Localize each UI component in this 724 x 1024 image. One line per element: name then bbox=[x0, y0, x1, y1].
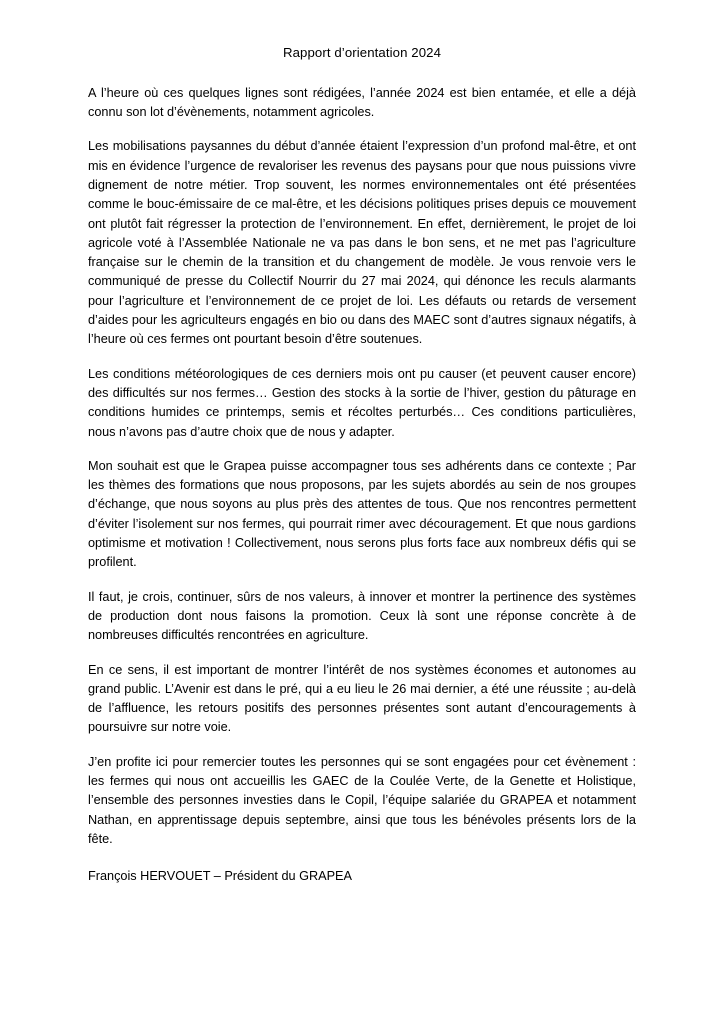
paragraph-4: Mon souhait est que le Grapea puisse accompagner tous ses adhérents dans ce contexte ; Par les thèmes des formations que nous proposons, par les sujets abordés au sein de nos groupes d’échange, que nous soyons au plus près des attentes de tous. Que nos rencontres permettent d’éviter l’isolement sur nos fermes, qui pourrait rimer avec découragement. Et que nous gardions optimisme et motivation ! Collectivement, nous serons plus forts face aux nombreux défis qui se profilent. bbox=[88, 458, 636, 570]
paragraph-7: J’en profite ici pour remercier toutes les personnes qui se sont engagées pour cet évènement : les fermes qui nous ont accueillis les GAEC de la Coulée Verte, de la Genette et Holistique, l’ensemble des personnes investies dans le Copil, l’équipe salariée du GRAPEA et notamment Nathan, en apprentissage depuis septembre, ainsi que tous les bénévoles présents lors de la fête. bbox=[88, 754, 636, 846]
signature-line: François HERVOUET – Président du GRAPEA bbox=[88, 869, 352, 884]
paragraph-2: Les mobilisations paysannes du début d’année étaient l’expression d’un profond mal-être, et ont mis en évidence l’urgence de revaloriser les revenus des paysans pour que nous puissions vivre dignement de notre métier. Trop souvent, les normes environnementales ont été présentées comme le bouc-émissaire de ce mal-être, et les décisions politiques prises depuis ce mouvement ont plutôt fait régresser la protection de l’environnement. En effet, dernièrement, le projet de loi agricole voté à l’Assemblée Nationale ne va pas dans le bon sens, et ne met pas l’agriculture française sur le chemin de la transition et du changement de modèle. Je vous renvoie vers le communiqué de presse du Collectif Nourrir du 27 mai 2024, qui dénonce les reculs alarmants pour l’agriculture et l’environnement de ce projet de loi. Les défauts ou retards de versement d’aides pour les agriculteurs engagés en bio ou dans des MAEC sont d’autres signaux négatifs, à l’heure où ces fermes ont pourtant besoin d’être soutenues. bbox=[88, 139, 636, 347]
paragraph-3: Les conditions météorologiques de ces derniers mois ont pu causer (et peuvent causer encore) des difficultés sur nos fermes… Gestion des stocks à la sortie de l’hiver, gestion du pâturage en conditions humides ce printemps, semis et récoltes perturbés… Ces conditions particulières, nous n’avons pas d’autre choix que de nous y adapter. bbox=[88, 366, 636, 439]
paragraph-6: En ce sens, il est important de montrer l’intérêt de nos systèmes économes et autonomes au grand public. L’Avenir est dans le pré, qui a eu lieu le 26 mai dernier, a été une réussite ; au-delà de l’affluence, les retours positifs des personnes présentes sont autant d’encouragements à poursuivre sur notre voie. bbox=[88, 662, 636, 735]
paragraph-5: Il faut, je crois, continuer, sûrs de nos valeurs, à innover et montrer la pertinence des systèmes de production dont nous faisons la promotion. Ceux là sont une réponse concrète à de nombreuses difficultés rencontrées en agriculture. bbox=[88, 589, 636, 643]
document-body bbox=[88, 84, 636, 849]
paragraph-1: A l’heure où ces quelques lignes sont rédigées, l’année 2024 est bien entamée, et elle a déjà connu son lot d’évènements, notamment agricoles. bbox=[88, 85, 636, 120]
page-title: Rapport d’orientation 2024 bbox=[282, 45, 442, 60]
